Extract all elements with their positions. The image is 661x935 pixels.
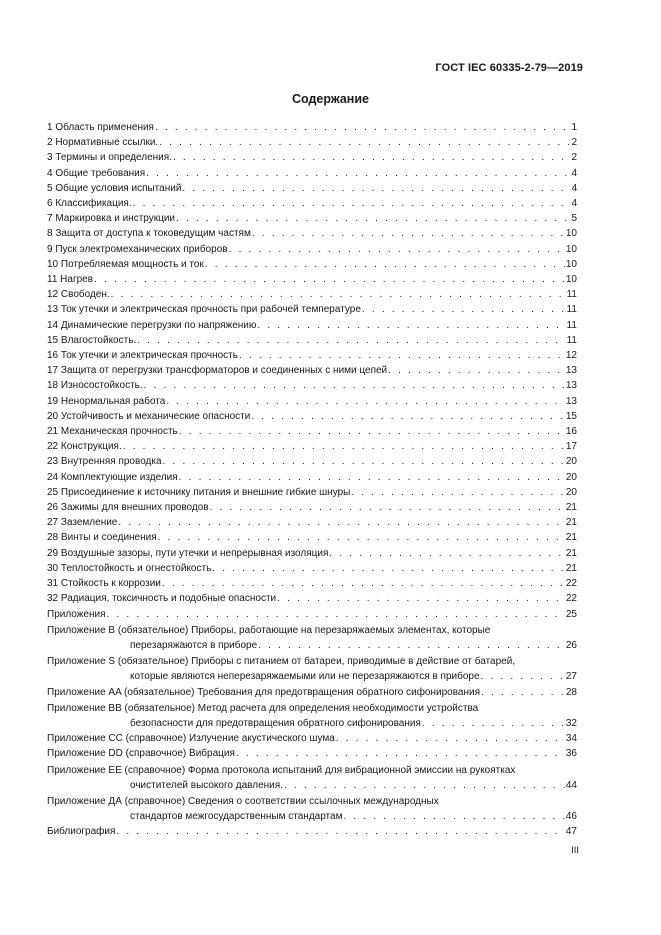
toc-entry-row	[47, 318, 577, 333]
toc-entry-label: 13 Ток утечки и электрическая прочность при рабочей температуре	[47, 304, 361, 316]
toc-entry-page: 46	[565, 811, 577, 823]
toc-entry[interactable]	[47, 211, 577, 226]
toc-entry-row	[47, 530, 577, 545]
toc-entry-page: 21	[565, 562, 577, 574]
toc-entry-label: 31 Стойкость к коррозии	[47, 578, 161, 590]
toc-entry-page: 21	[565, 502, 577, 514]
toc-entry-label: 1 Область применения	[47, 122, 154, 133]
toc-entry-page: 11	[566, 319, 577, 331]
dot-leader	[351, 485, 565, 500]
dot-leader	[179, 424, 565, 439]
toc-entry-title-line: Приложение EE (справочное) Форма протокола испытаний для вибрационной эмиссии на рукоятках	[47, 764, 516, 776]
toc-entry-row	[47, 181, 577, 196]
table-of-contents	[47, 120, 577, 840]
dot-leader	[179, 470, 565, 485]
toc-entry[interactable]	[47, 287, 577, 302]
toc-entry[interactable]	[47, 257, 577, 272]
toc-entry[interactable]	[47, 515, 577, 530]
toc-entry-page: 12	[565, 350, 577, 362]
toc-entry[interactable]	[47, 731, 577, 746]
toc-entry-page: 28	[565, 686, 577, 698]
toc-entry-row	[47, 226, 577, 241]
toc-entry-page: 21	[565, 547, 577, 559]
dot-leader	[258, 638, 565, 653]
toc-entry[interactable]	[47, 546, 577, 561]
toc-entry[interactable]	[47, 576, 577, 591]
dot-leader	[422, 716, 565, 731]
toc-entry-row	[47, 333, 577, 348]
toc-entry-label: Библиография	[47, 826, 116, 838]
dot-leader	[210, 500, 565, 515]
dot-leader	[362, 302, 566, 317]
page-number: III	[571, 845, 579, 856]
dot-leader	[118, 515, 565, 530]
dot-leader	[182, 181, 570, 196]
dot-leader	[162, 576, 565, 591]
toc-entry-page: 36	[565, 748, 577, 760]
toc-entry-label: перезаряжаются в приборе	[130, 639, 258, 651]
dot-leader	[481, 685, 565, 700]
toc-entry[interactable]	[47, 500, 577, 515]
toc-entry-label: 4 Общие требования	[47, 167, 146, 179]
toc-entry-page: 11	[566, 334, 577, 346]
toc-entry-page: 11	[566, 304, 577, 316]
toc-entry-page: 15	[565, 410, 577, 422]
toc-entry-page: 10	[565, 243, 577, 255]
toc-entry-page: 20	[565, 456, 577, 468]
dot-leader	[166, 394, 565, 409]
toc-entry[interactable]	[47, 394, 577, 409]
toc-entry-page: 16	[565, 426, 577, 438]
toc-entry-label: 19 Ненормальная работа	[47, 395, 166, 407]
toc-entry-page: 5	[571, 213, 577, 225]
toc-entry-page: 4	[571, 198, 577, 210]
toc-entry-row	[47, 500, 577, 515]
dot-leader	[144, 378, 565, 393]
toc-entry[interactable]	[47, 685, 577, 700]
dot-leader	[116, 824, 564, 839]
dot-leader	[277, 591, 565, 606]
dot-leader	[239, 348, 565, 363]
toc-entry-page: 27	[565, 671, 577, 683]
toc-entry[interactable]	[47, 181, 577, 196]
toc-entry-row	[47, 591, 577, 606]
toc-entry[interactable]	[47, 348, 577, 363]
toc-entry-page: 26	[565, 639, 577, 651]
toc-entry[interactable]	[47, 302, 577, 317]
toc-entry-row	[47, 196, 577, 211]
toc-entry-row	[47, 809, 577, 824]
dot-leader	[388, 363, 565, 378]
toc-entry[interactable]	[47, 242, 577, 257]
toc-entry-row	[47, 424, 577, 439]
toc-entry[interactable]	[47, 409, 577, 424]
toc-entry[interactable]	[47, 439, 577, 454]
toc-entry-page: 13	[565, 365, 577, 377]
toc-entry-page: 2	[571, 137, 577, 149]
toc-entry-page: 10	[565, 274, 577, 286]
dot-leader	[343, 809, 564, 824]
toc-entry-row	[47, 211, 577, 226]
toc-entry[interactable]	[47, 485, 577, 500]
toc-entry-row	[47, 409, 577, 424]
toc-entry-label: которые являются неперезаряжаемыми или не перезаряжаются в приборе	[130, 671, 480, 683]
dot-leader	[123, 439, 565, 454]
toc-entry-row	[47, 166, 577, 181]
toc-entry-row	[47, 716, 577, 731]
toc-entry-page: 47	[565, 826, 577, 838]
dot-leader	[107, 607, 565, 622]
toc-entry[interactable]	[47, 196, 577, 211]
dot-leader	[173, 150, 570, 165]
toc-entry-label: 25 Присоединение к источнику питания и внешние гибкие шнуры	[47, 486, 351, 498]
toc-entry-page: 20	[565, 486, 577, 498]
toc-entry-title-line: Приложение ДА (справочное) Сведения о соответствии ссылочных международных	[47, 795, 439, 807]
toc-entry-row	[47, 439, 577, 454]
dot-leader	[284, 778, 565, 793]
toc-entry-label: 7 Маркировка и инструкции	[47, 213, 176, 225]
dot-leader	[205, 257, 565, 272]
toc-entry-row	[47, 257, 577, 272]
toc-entry-row	[47, 515, 577, 530]
toc-entry-title-line: Приложение BB (обязательное) Метод расчета для определения необходимости устройства	[47, 702, 479, 714]
toc-entry-label: Приложение CC (справочное) Излучение акустического шума	[47, 733, 335, 745]
dot-leader	[158, 530, 565, 545]
toc-entry-label: 21 Механическая прочность	[47, 426, 178, 438]
toc-entry[interactable]	[47, 746, 577, 761]
toc-entry-page: 32	[565, 717, 577, 729]
dot-leader	[94, 272, 565, 287]
toc-entry-row	[47, 485, 577, 500]
dot-leader	[155, 120, 570, 135]
toc-entry-page: 17	[565, 441, 577, 453]
toc-entry-row	[47, 242, 577, 257]
toc-entry-label: 12 Свободен.	[47, 289, 110, 301]
toc-entry-row	[47, 746, 577, 761]
dot-leader	[252, 226, 565, 241]
toc-entry[interactable]	[47, 166, 577, 181]
toc-entry[interactable]	[47, 272, 577, 287]
toc-entry-row	[47, 302, 577, 317]
toc-entry-label: 28 Винты и соединения	[47, 532, 157, 544]
dot-leader	[257, 318, 565, 333]
dot-leader	[212, 561, 565, 576]
toc-entry-page: 25	[565, 608, 577, 620]
toc-entry-row	[47, 150, 577, 165]
toc-entry-label: 14 Динамические перегрузки по напряжению	[47, 319, 257, 331]
toc-entry-page: 4	[571, 182, 577, 194]
toc-entry-row	[47, 824, 577, 839]
toc-entry[interactable]	[47, 701, 577, 731]
page-title: Содержание	[291, 92, 369, 106]
toc-entry[interactable]	[47, 135, 577, 150]
toc-entry-label: 8 Защита от доступа к токоведущим частям	[47, 228, 251, 240]
toc-entry-row	[47, 394, 577, 409]
toc-entry-row	[47, 470, 577, 485]
toc-entry-label: 23 Внутренняя проводка	[47, 456, 162, 468]
toc-entry-row	[47, 378, 577, 393]
toc-entry-page: 44	[565, 779, 577, 791]
toc-entry-row	[47, 363, 577, 378]
toc-entry-label: 2 Нормативные ссылки.	[47, 137, 159, 149]
toc-entry[interactable]	[47, 763, 577, 793]
toc-entry[interactable]	[47, 623, 577, 653]
toc-entry-label: Приложения	[47, 608, 106, 620]
toc-entry[interactable]	[47, 824, 577, 839]
toc-entry-label: 17 Защита от перегрузки трансформаторов и соединенных с ними цепей	[47, 365, 388, 377]
toc-entry[interactable]	[47, 794, 577, 824]
toc-entry-row	[47, 685, 577, 700]
toc-entry[interactable]	[47, 150, 577, 165]
dot-leader	[481, 669, 565, 684]
toc-entry-page: 21	[565, 517, 577, 529]
toc-entry-label: Приложение AA (обязательное) Требования для предотвращения обратного сифонирования	[47, 686, 481, 698]
toc-entry-page: 4	[571, 167, 577, 179]
toc-entry-label: стандартов межгосударственным стандартам	[130, 811, 343, 823]
toc-entry-label: 5 Общие условия испытаний	[47, 182, 182, 194]
toc-entry[interactable]	[47, 561, 577, 576]
toc-entry-title-line: Приложение S (обязательное) Приборы с питанием от батареи, приводимые в действие от батарей,	[47, 656, 516, 668]
toc-entry-label: 6 Классификация.	[47, 198, 132, 210]
toc-entry[interactable]	[47, 378, 577, 393]
dot-leader	[229, 242, 565, 257]
toc-entry-row	[47, 287, 577, 302]
toc-entry-label: 10 Потребляемая мощность и ток	[47, 258, 204, 270]
toc-entry-row	[47, 546, 577, 561]
toc-entry[interactable]	[47, 333, 577, 348]
dot-leader	[159, 135, 570, 150]
toc-entry-label: 30 Теплостойкость и огнестойкость	[47, 562, 212, 574]
dot-leader	[137, 333, 565, 348]
toc-entry-page: 13	[565, 395, 577, 407]
toc-entry-row	[47, 561, 577, 576]
toc-entry-row	[47, 731, 577, 746]
toc-entry-label: 22 Конструкция.	[47, 441, 122, 453]
toc-entry-title-line: Приложение B (обязательное) Приборы, работающие на перезаряжаемых элементах, которые	[47, 624, 491, 636]
toc-entry-page: 22	[565, 578, 577, 590]
toc-entry-label: 32 Радиация, токсичность и подобные опасности	[47, 593, 277, 605]
dot-leader	[163, 454, 565, 469]
toc-entry-row	[47, 638, 577, 653]
toc-entry[interactable]	[47, 591, 577, 606]
toc-entry-page: 20	[565, 471, 577, 483]
toc-entry[interactable]	[47, 226, 577, 241]
toc-entry-row	[47, 454, 577, 469]
toc-entry-row	[47, 576, 577, 591]
dot-leader	[176, 211, 570, 226]
toc-entry-page: 22	[565, 593, 577, 605]
toc-entry-label: 15 Влагостойкость.	[47, 334, 137, 346]
toc-entry-row	[47, 348, 577, 363]
toc-entry-page: 10	[565, 258, 577, 270]
toc-entry-label: 3 Термины и определения.	[47, 152, 172, 164]
toc-entry-page: 11	[566, 289, 577, 301]
toc-entry-page: 21	[565, 532, 577, 544]
toc-entry[interactable]	[47, 530, 577, 545]
dot-leader	[146, 166, 570, 181]
toc-entry[interactable]	[47, 120, 577, 135]
toc-entry-page: 10	[565, 228, 577, 240]
dot-leader	[329, 546, 564, 561]
dot-leader	[336, 731, 565, 746]
dot-leader	[133, 196, 571, 211]
toc-entry-label: 29 Воздушные зазоры, пути утечки и непрерывная изоляция	[47, 547, 329, 559]
toc-entry[interactable]	[47, 318, 577, 333]
toc-entry-page: 1	[571, 122, 577, 133]
toc-entry-row	[47, 135, 577, 150]
toc-entry-label: очистителей высокого давления.	[130, 779, 283, 791]
toc-entry[interactable]	[47, 654, 577, 684]
dot-leader	[251, 409, 565, 424]
document-header: ГОСТ IEC 60335-2-79—2019	[435, 62, 583, 74]
toc-entry-label: 26 Зажимы для внешних проводов	[47, 502, 209, 514]
toc-entry[interactable]	[47, 424, 577, 439]
toc-entry-row	[47, 272, 577, 287]
toc-entry-row	[47, 607, 577, 622]
toc-entry-label: 24 Комплектующие изделия	[47, 471, 178, 483]
toc-entry-page: 13	[565, 380, 577, 392]
toc-entry-label: 11 Нагрев	[47, 274, 94, 286]
toc-entry[interactable]	[47, 454, 577, 469]
toc-entry-label: безопасности для предотвращения обратного сифонирования	[130, 717, 421, 729]
toc-entry-row	[47, 669, 577, 684]
toc-entry-row	[47, 120, 577, 135]
toc-entry-page: 34	[565, 733, 577, 745]
toc-entry-label: Приложение DD (справочное) Вибрация	[47, 748, 235, 760]
dot-leader	[111, 287, 566, 302]
toc-entry[interactable]	[47, 607, 577, 622]
toc-entry-label: 20 Устойчивость и механические опасности	[47, 410, 251, 422]
toc-entry-label: 16 Ток утечки и электрическая прочность	[47, 350, 238, 362]
toc-entry-label: 9 Пуск электромеханических приборов	[47, 243, 228, 255]
dot-leader	[236, 746, 565, 761]
toc-entry-label: 18 Износостойкость.	[47, 380, 143, 392]
toc-entry-page: 2	[571, 152, 577, 164]
toc-entry[interactable]	[47, 363, 577, 378]
toc-entry-label: 27 Заземление	[47, 517, 118, 529]
toc-entry[interactable]	[47, 470, 577, 485]
toc-entry-row	[47, 778, 577, 793]
